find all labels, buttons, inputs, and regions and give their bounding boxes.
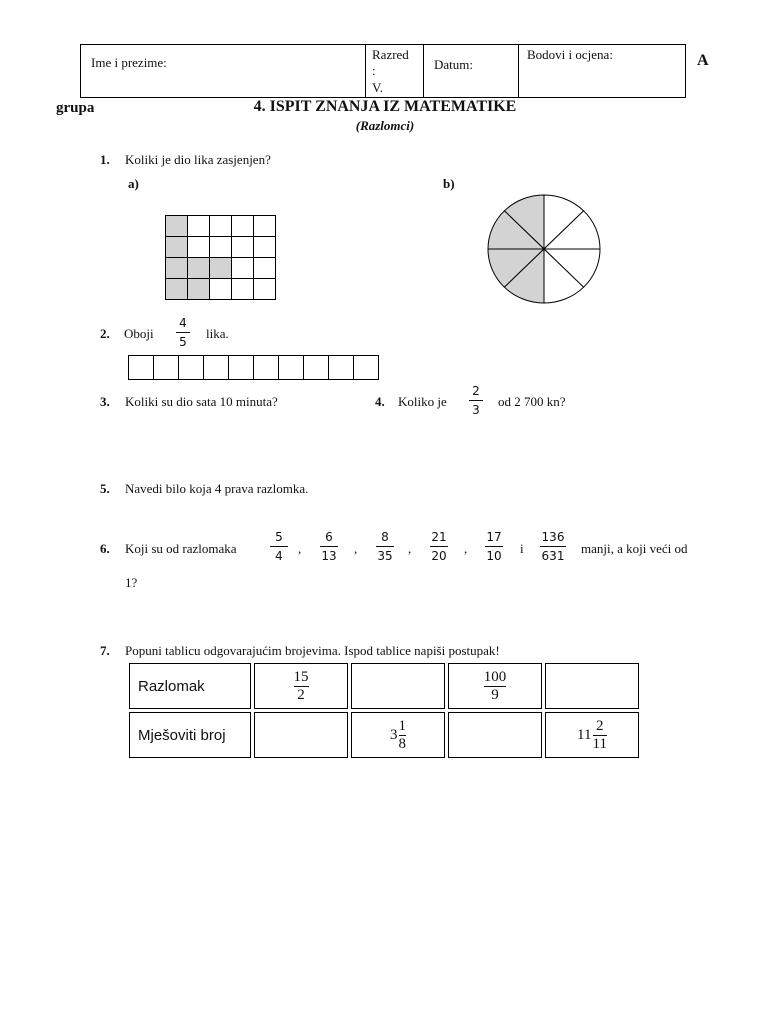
q6-frac-denominator: 10: [486, 549, 502, 563]
class-value: V.: [372, 80, 383, 95]
q6-frac-denominator: 4: [275, 549, 283, 563]
r1c3-numerator: 100: [483, 668, 507, 685]
points-cell[interactable]: [519, 45, 685, 97]
name-label: Ime i prezime:: [91, 55, 167, 70]
q2-frac-numerator: 4: [179, 316, 187, 330]
q6-frac-numerator: 21: [431, 530, 447, 544]
q3-text: Koliki su dio sata 10 minuta?: [125, 394, 278, 409]
name-cell[interactable]: [81, 45, 366, 97]
q1-text: Koliki je dio lika zasjenjen?: [125, 152, 271, 167]
cell-r2c2: [351, 712, 445, 758]
q6-frac-denominator: 35: [377, 549, 393, 563]
q6-fraction: [430, 530, 448, 563]
class-label: Razred: [372, 47, 409, 62]
cell-r2c1[interactable]: [254, 712, 348, 758]
q6-frac-numerator: 6: [325, 530, 333, 544]
q4-frac-denominator: 3: [472, 403, 480, 417]
cell-r2c4: [545, 712, 639, 758]
q6-frac-denominator: 20: [431, 549, 447, 563]
q6-comma: ,: [298, 541, 302, 556]
r2c4-numerator: 2: [595, 717, 604, 734]
q4-fraction: [469, 384, 483, 417]
q2-text-after: lika.: [206, 326, 229, 341]
q6-frac-numerator: 8: [381, 530, 389, 544]
table-row-mixed: [129, 712, 639, 758]
r2c2-numerator: 1: [398, 717, 406, 734]
cell-r1c3: [448, 663, 542, 709]
q6-frac-numerator: 17: [486, 530, 502, 544]
shaded-grid-figure: [165, 215, 276, 300]
page-title: 4. ISPIT ZNANJA IZ MATEMATIKE: [253, 98, 517, 115]
q6-comma: ,: [408, 541, 412, 556]
q6-number: 6.: [100, 541, 110, 556]
q6-frac-denominator: 631: [541, 549, 565, 563]
q2-number: 2.: [100, 326, 110, 341]
q4-number: 4.: [375, 394, 385, 409]
q6-fraction: [320, 530, 338, 563]
q6-and-word: i: [520, 541, 524, 556]
q7-number: 7.: [100, 643, 110, 658]
group-word: grupa: [56, 100, 95, 116]
q1-label-b: b): [443, 176, 455, 191]
date-label: Datum:: [434, 57, 473, 72]
date-cell[interactable]: [424, 45, 519, 97]
class-colon: :: [372, 63, 376, 78]
q6-text-tail: 1?: [125, 575, 138, 590]
q3-number: 3.: [100, 394, 110, 409]
class-cell[interactable]: [366, 45, 424, 97]
q4-text-after: od 2 700 kn?: [498, 394, 566, 409]
q6-text-before: Koji su od razlomaka: [125, 541, 237, 556]
q5-number: 5.: [100, 481, 110, 496]
q2-fraction: [176, 316, 190, 349]
q7-text: Popuni tablicu odgovarajućim brojevima. Ispod tablice napiši postupak!: [125, 643, 500, 658]
q6-fraction: [376, 530, 394, 563]
q6-fraction: [485, 530, 503, 563]
q6-text-after: manji, a koji veći od: [581, 541, 688, 556]
cell-r2c3[interactable]: [448, 712, 542, 758]
q6-comma: ,: [354, 541, 358, 556]
shaded-circle-figure: [486, 193, 602, 305]
fraction-table: [126, 660, 642, 761]
q6-fraction: [540, 530, 566, 563]
q4-frac-numerator: 2: [472, 384, 480, 398]
q4-text-before: Koliko je: [398, 394, 447, 409]
r2c4-denominator: 11: [592, 735, 607, 752]
r2c2-whole: 3: [390, 726, 398, 743]
q6-frac-numerator: 136: [541, 530, 565, 544]
coloring-strip[interactable]: [128, 355, 379, 380]
q5-text: Navedi bilo koja 4 prava razlomka.: [125, 481, 309, 496]
r2c2-denominator: 8: [398, 735, 406, 752]
cell-r1c2[interactable]: [351, 663, 445, 709]
cell-r1c4[interactable]: [545, 663, 639, 709]
r1c3-denominator: 9: [491, 686, 499, 703]
q6-frac-numerator: 5: [275, 530, 283, 544]
r2c4-whole: 11: [577, 726, 592, 743]
cell-r1c1: [254, 663, 348, 709]
row-label-fraction: Razlomak: [129, 663, 251, 709]
points-label: Bodovi i ocjena:: [527, 47, 613, 62]
r1c1-denominator: 2: [297, 686, 305, 703]
page-subtitle: (Razlomci): [355, 118, 415, 133]
q6-frac-denominator: 13: [321, 549, 337, 563]
row-label-mixed: Mješoviti broj: [129, 712, 251, 758]
q1-label-a: a): [128, 176, 139, 191]
group-letter: A: [697, 52, 709, 69]
q2-text-before: Oboji: [124, 326, 154, 341]
r1c1-numerator: 15: [293, 668, 309, 685]
header-table: [80, 44, 686, 98]
q1-number: 1.: [100, 152, 110, 167]
q6-fraction: [270, 530, 288, 563]
q2-frac-denominator: 5: [179, 335, 187, 349]
table-row-fraction: [129, 663, 639, 709]
q6-comma: ,: [464, 541, 468, 556]
